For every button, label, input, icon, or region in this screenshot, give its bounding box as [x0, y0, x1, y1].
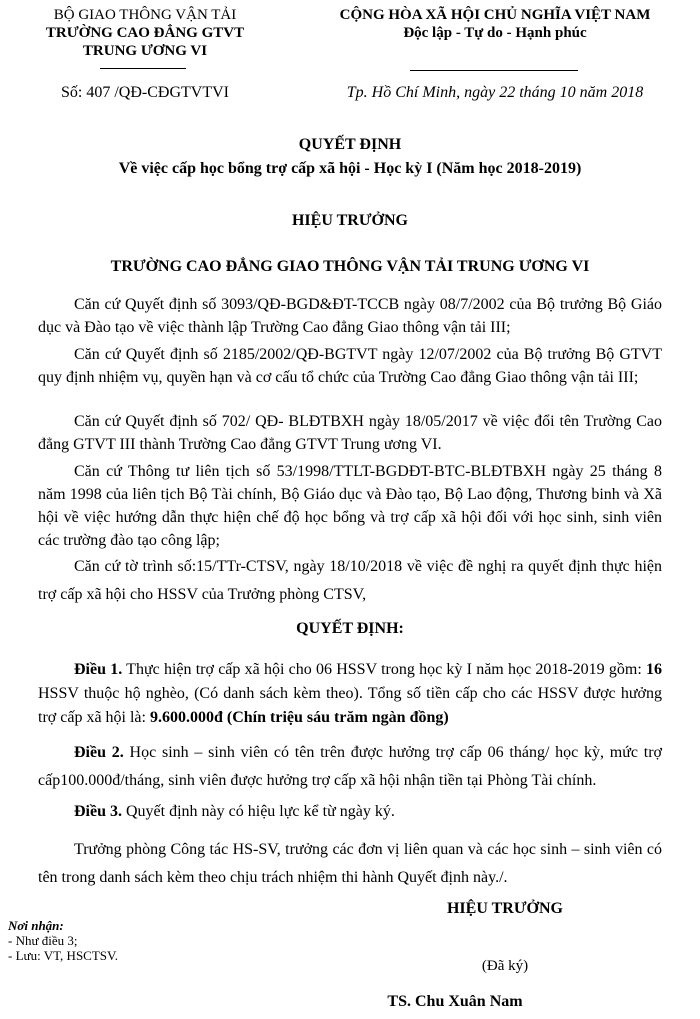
school-name-line2: TRUNG ƯƠNG VI [82, 43, 208, 59]
closing-paragraph [38, 836, 662, 892]
decision-subject: Về việc cấp học bổng trợ cấp xã hội - Học kỳ I (Năm học 2018-2019) [118, 160, 582, 177]
recipient-item-1: - Như điều 3; [8, 933, 78, 948]
basis-paragraph-4 [38, 460, 662, 552]
article-1-count: 16 [646, 661, 663, 678]
header-right-underline [410, 70, 578, 71]
basis-paragraph-2 [38, 343, 662, 389]
recipient-item-2: - Lưu: VT, HSCTSV. [8, 948, 118, 963]
header-right [295, 6, 695, 42]
document-number: Số: 407 /QĐ-CĐGTVTVI [61, 84, 229, 101]
header-left-underline [100, 68, 186, 69]
closing-text: Trưởng phòng Công tác HS-SV, trưởng các đơn vị liên quan và các học sinh – sinh viên có tên trong danh sách kèm theo chịu trách nhiệm thi hành Quyết định này./. [38, 841, 662, 886]
basis-text-2: Căn cứ Quyết định số 2185/2002/QĐ-BGTVT ngày 12/07/2002 của Bộ trưởng Bộ GTVT quy định nhiệm vụ, quyền hạn và cơ cấu tổ chức của Trường Cao đẳng Giao thông vận tải III; [38, 346, 662, 386]
decision-title: QUYẾT ĐỊNH [298, 136, 402, 153]
school-name-line1: TRƯỜNG CAO ĐẲNG GTVT [45, 25, 245, 41]
article-1-amount: 9.600.000đ (Chín triệu sáu trăm ngàn đồng) [149, 709, 449, 726]
article-1 [38, 658, 662, 730]
basis-text-5: Căn cứ tờ trình số:15/TTr-CTSV, ngày 18/10/2018 về việc đề nghị ra quyết định thực hiện trợ cấp xã hội cho HSSV của Trưởng phòng CTSV, [38, 558, 662, 603]
basis-paragraph-5 [38, 553, 662, 609]
article-3-text: Quyết định này có hiệu lực kể từ ngày ký. [122, 803, 395, 820]
basis-text-4: Căn cứ Thông tư liên tịch số 53/1998/TTLT-BGDĐT-BTC-BLĐTBXH ngày 25 tháng 8 năm 1998 của liên tịch Bộ Tài chính, Bộ Giáo dục và Đào tạo, Bộ Lao động, Thương binh và Xã hội về việc hướng dẫn thực hiện chế độ học bổng và trợ cấp xã hội đối với học sinh, sinh viên các trường đào tạo công lập; [38, 463, 662, 549]
article-1-text-a: Thực hiện trợ cấp xã hội cho 06 HSSV trong học kỳ I năm học 2018-2019 gồm: [122, 661, 647, 678]
article-2-label: Điều 2. [74, 744, 124, 761]
recipients-label: Nơi nhận: [8, 918, 64, 933]
recipients-block [8, 918, 258, 963]
national-motto: Độc lập - Tự do - Hạnh phúc [403, 25, 587, 41]
country-name: CỘNG HÒA XÃ HỘI CHỦ NGHĨA VIỆT NAM [339, 7, 651, 23]
article-2 [38, 739, 662, 795]
signer-name: TS. Chu Xuân Nam [387, 993, 523, 1010]
basis-text-1: Căn cứ Quyết định số 3093/QĐ-BGD&ĐT-TCCB ngày 08/7/2002 của Bộ trưởng Bộ Giáo dục và Đào tạo về việc thành lập Trường Cao đẳng Giao thông vận tải III; [38, 296, 662, 336]
basis-text-3: Căn cứ Quyết định số 702/ QĐ- BLĐTBXH ngày 18/05/2017 về việc đổi tên Trường Cao đẳng GTVT III thành Trường Cao đẳng GTVT Trung ương VI. [38, 413, 662, 453]
place-date: Tp. Hồ Chí Minh, ngày 22 tháng 10 năm 2018 [346, 84, 644, 101]
article-1-label: Điều 1. [74, 661, 123, 678]
article-3 [38, 800, 662, 823]
authority-role: HIỆU TRƯỞNG [291, 212, 408, 229]
ministry-name: BỘ GIAO THÔNG VẬN TẢI [53, 7, 237, 23]
article-3-label: Điều 3. [74, 803, 122, 820]
decision-heading: QUYẾT ĐỊNH: [296, 620, 404, 637]
basis-paragraph-3 [38, 410, 662, 456]
header-left [20, 6, 270, 60]
article-1-text-b: HSSV thuộc hộ nghèo, (Có danh sách kèm theo). Tổng số tiền cấp cho các HSSV được hưởng trợ cấp xã hội là: [38, 685, 662, 726]
article-2-text: Học sinh – sinh viên có tên trên được hưởng trợ cấp 06 tháng/ học kỳ, mức trợ cấp100.000đ/tháng, sinh viên được hưởng trợ cấp xã hội nhận tiền tại Phòng Tài chính. [38, 744, 663, 789]
signed-note: (Đã ký) [481, 958, 529, 974]
basis-paragraph-1 [38, 293, 662, 339]
authority-school: TRƯỜNG CAO ĐẲNG GIAO THÔNG VẬN TẢI TRUNG ƯƠNG VI [110, 258, 590, 275]
signature-role: HIỆU TRƯỞNG [446, 900, 563, 917]
